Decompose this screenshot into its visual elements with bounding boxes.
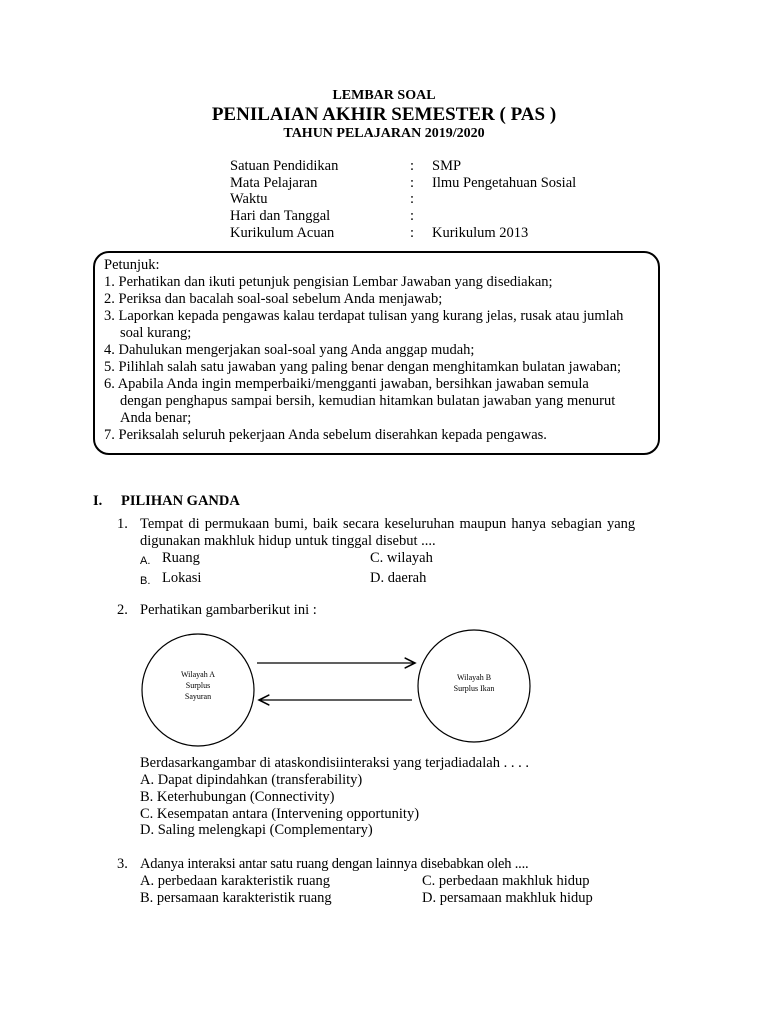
option-d: D. persamaan makhluk hidup — [422, 890, 593, 906]
option-d: D. daerah — [370, 570, 427, 586]
option-key: A. — [140, 555, 151, 567]
info-label: Mata Pelajaran — [230, 175, 318, 191]
page-title: PENILAIAN AKHIR SEMESTER ( PAS ) — [211, 104, 557, 125]
option-b: B. persamaan karakteristik ruang — [140, 890, 332, 906]
info-sep: : — [410, 191, 415, 207]
info-sep: : — [410, 158, 415, 174]
question-stem: Berdasarkangambar di ataskondisiinteraksi yang terjadiadalah . . . . — [140, 755, 529, 771]
info-value: Ilmu Pengetahuan Sosial — [432, 175, 577, 191]
option-a: A. perbedaan karakteristik ruang — [140, 873, 331, 889]
circle-b-label: Wilayah B Surplus Ikan — [453, 673, 495, 693]
instruction-line: 2. Periksa dan bacalah soal-soal sebelum Anda menjawab; — [104, 291, 443, 307]
info-sep: : — [410, 225, 415, 241]
header-line3: TAHUN PELAJARAN 2019/2020 — [283, 126, 485, 141]
option-c: C. perbedaan makhluk hidup — [422, 873, 590, 889]
option-b: Lokasi — [162, 570, 202, 586]
info-value: Kurikulum 2013 — [432, 225, 529, 241]
instruction-line: soal kurang; — [120, 325, 192, 341]
question-number: 1. — [117, 516, 128, 532]
option-c: C. wilayah — [370, 550, 433, 566]
info-label: Hari dan Tanggal — [230, 208, 331, 224]
instruction-line: 6. Apabila Anda ingin memperbaiki/mengganti jawaban, bersihkan jawaban semula — [104, 376, 589, 392]
circle-a-label: Wilayah A Surplus Sayuran — [180, 670, 216, 701]
instruction-line: Anda benar; — [120, 410, 192, 426]
question-text: Perhatikan gambarberikut ini : — [140, 602, 317, 618]
info-label: Kurikulum Acuan — [230, 225, 335, 241]
instruction-line: 3. Laporkan kepada pengawas kalau terdapat tulisan yang kurang jelas, rusak atau jumlah — [104, 308, 624, 324]
instruction-line: dengan penghapus sampai bersih, kemudian hitamkan bulatan jawaban yang menurut — [120, 393, 616, 409]
question-text: digunakan makhluk hidup untuk tinggal disebut .... — [140, 533, 436, 549]
info-label: Satuan Pendidikan — [230, 158, 339, 174]
option-key: B. — [140, 575, 151, 587]
section-number: I. — [93, 493, 103, 509]
instruction-line: 4. Dahulukan mengerjakan soal-soal yang Anda anggap mudah; — [104, 342, 475, 358]
info-label: Waktu — [230, 191, 268, 207]
info-sep: : — [410, 175, 415, 191]
option-d: D. Saling melengkapi (Complementary) — [140, 822, 373, 838]
option-b: B. Keterhubungan (Connectivity) — [140, 789, 335, 805]
instruction-line: 1. Perhatikan dan ikuti petunjuk pengisian Lembar Jawaban yang disediakan; — [104, 274, 553, 290]
instruction-line: 7. Periksalah seluruh pekerjaan Anda sebelum diserahkan kepada pengawas. — [104, 427, 547, 443]
option-a: A. Dapat dipindahkan (transferability) — [140, 772, 363, 788]
info-sep: : — [410, 208, 415, 224]
question-text: Tempat di permukaan bumi, baik secara keseluruhan maupun hanya sebagian yang — [140, 516, 636, 532]
question-number: 3. — [117, 856, 128, 872]
info-value: SMP — [432, 158, 462, 174]
instructions-title: Petunjuk: — [104, 257, 160, 273]
option-c: C. Kesempatan antara (Intervening opportunity) — [140, 806, 420, 822]
instruction-line: 5. Pilihlah salah satu jawaban yang paling benar dengan menghitamkan bulatan jawaban; — [104, 359, 622, 375]
question-number: 2. — [117, 602, 128, 618]
header-line1: LEMBAR SOAL — [332, 88, 436, 103]
option-a: Ruang — [162, 550, 200, 566]
question-text: Adanya interaksi antar satu ruang dengan lainnya disebabkan oleh .... — [140, 856, 529, 872]
section-title: PILIHAN GANDA — [121, 493, 240, 509]
